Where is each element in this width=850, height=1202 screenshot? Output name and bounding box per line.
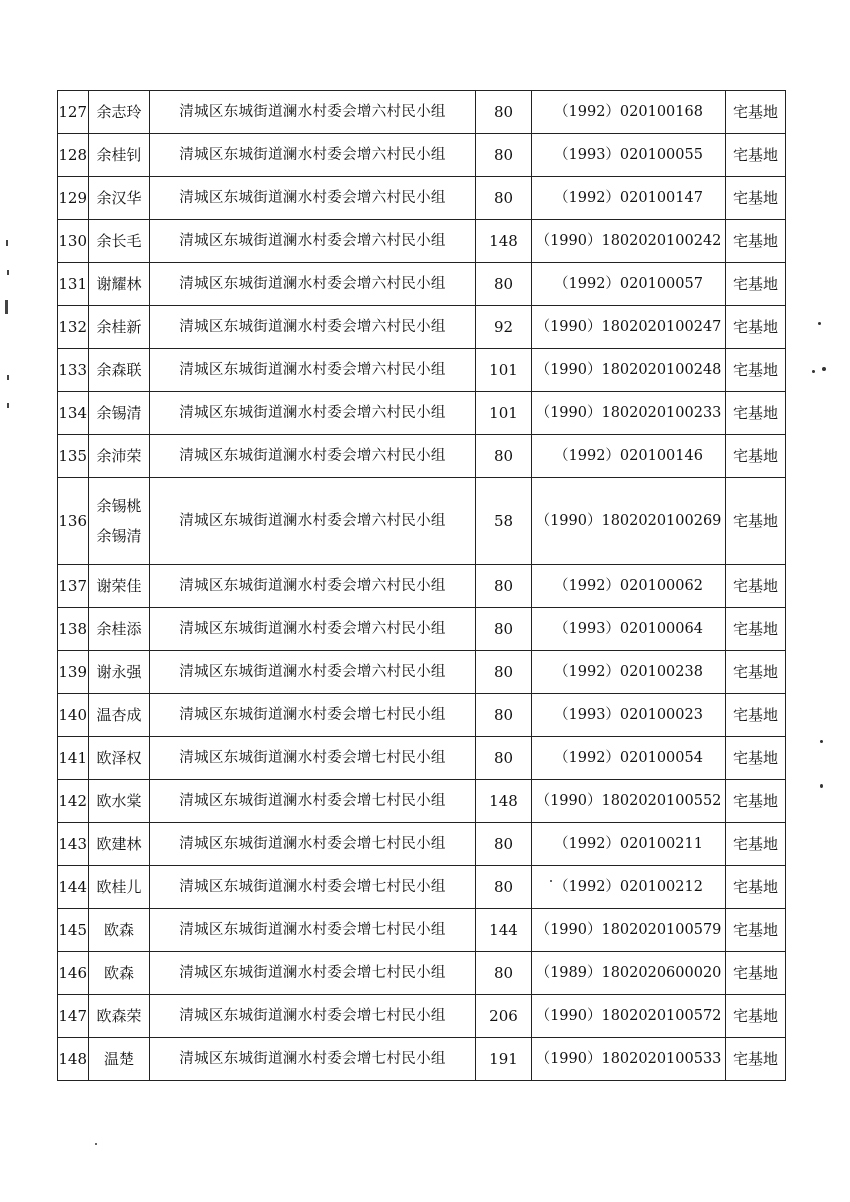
table-row (58, 91, 786, 134)
scan-speck (818, 322, 821, 325)
row-number-cell: 128 (58, 134, 89, 177)
land-location-cell: 清城区东城街道澜水村委会增六村民小组 (150, 306, 476, 349)
scan-speck (820, 784, 823, 788)
owner-name-cell: 余志玲 (89, 91, 150, 134)
certificate-number-cell: （1990）1802020100579 (532, 909, 726, 952)
land-location-cell: 清城区东城街道澜水村委会增六村民小组 (150, 435, 476, 478)
row-number-cell: 127 (58, 91, 89, 134)
area-cell: 144 (476, 909, 532, 952)
table-row (58, 737, 786, 780)
land-location-cell: 清城区东城街道澜水村委会增七村民小组 (150, 909, 476, 952)
area-cell: 80 (476, 952, 532, 995)
area-cell: 80 (476, 134, 532, 177)
owner-name-cell: 余锡清 (89, 392, 150, 435)
certificate-number-cell: （1990）1802020100248 (532, 349, 726, 392)
certificate-number-cell: （1990）1802020100572 (532, 995, 726, 1038)
table-row (58, 608, 786, 651)
land-use-cell: 宅基地 (726, 349, 786, 392)
land-use-cell: 宅基地 (726, 565, 786, 608)
land-use-cell: 宅基地 (726, 737, 786, 780)
certificate-number-cell: （1993）020100064 (532, 608, 726, 651)
table-body (58, 91, 786, 1081)
table-row (58, 565, 786, 608)
land-location-cell: 清城区东城街道澜水村委会增六村民小组 (150, 177, 476, 220)
scan-speck (820, 740, 823, 743)
land-location-cell: 清城区东城街道澜水村委会增六村民小组 (150, 478, 476, 565)
certificate-number-cell: （1990）1802020100552 (532, 780, 726, 823)
land-location-cell: 清城区东城街道澜水村委会增六村民小组 (150, 349, 476, 392)
table-row (58, 823, 786, 866)
scan-speck (812, 370, 815, 373)
land-location-cell: 清城区东城街道澜水村委会增七村民小组 (150, 823, 476, 866)
owner-name-cell: 温楚 (89, 1038, 150, 1081)
certificate-number-cell: （1990）1802020100242 (532, 220, 726, 263)
area-cell: 191 (476, 1038, 532, 1081)
row-number-cell: 132 (58, 306, 89, 349)
area-cell: 80 (476, 608, 532, 651)
land-location-cell: 清城区东城街道澜水村委会增七村民小组 (150, 952, 476, 995)
row-number-cell: 143 (58, 823, 89, 866)
area-cell: 92 (476, 306, 532, 349)
land-register-sheet (57, 90, 785, 1081)
row-number-cell: 139 (58, 651, 89, 694)
certificate-number-cell: （1992）020100211 (532, 823, 726, 866)
land-use-cell: 宅基地 (726, 823, 786, 866)
area-cell: 206 (476, 995, 532, 1038)
row-number-cell: 130 (58, 220, 89, 263)
row-number-cell: 135 (58, 435, 89, 478)
owner-name-cell: 余桂添 (89, 608, 150, 651)
area-cell: 80 (476, 263, 532, 306)
scan-mark-left (7, 270, 9, 275)
table-row (58, 651, 786, 694)
land-location-cell: 清城区东城街道澜水村委会增六村民小组 (150, 392, 476, 435)
land-location-cell: 清城区东城街道澜水村委会增六村民小组 (150, 220, 476, 263)
owner-name-cell: 余桂新 (89, 306, 150, 349)
table-row (58, 392, 786, 435)
owner-name-cell: 余森联 (89, 349, 150, 392)
land-use-cell: 宅基地 (726, 435, 786, 478)
area-cell: 101 (476, 392, 532, 435)
area-cell: 80 (476, 823, 532, 866)
row-number-cell: 147 (58, 995, 89, 1038)
certificate-number-cell: （1990）1802020100533 (532, 1038, 726, 1081)
owner-name-cell: 余沛荣 (89, 435, 150, 478)
area-cell: 80 (476, 177, 532, 220)
land-use-cell: 宅基地 (726, 134, 786, 177)
land-use-cell: 宅基地 (726, 1038, 786, 1081)
land-location-cell: 清城区东城街道澜水村委会增七村民小组 (150, 694, 476, 737)
land-location-cell: 清城区东城街道澜水村委会增七村民小组 (150, 737, 476, 780)
table-row (58, 220, 786, 263)
certificate-number-cell: （1990）1802020100247 (532, 306, 726, 349)
certificate-number-cell: （1992）020100062 (532, 565, 726, 608)
area-cell: 80 (476, 694, 532, 737)
owner-name-cell: 欧森 (89, 909, 150, 952)
owner-name-cell: 欧森荣 (89, 995, 150, 1038)
area-cell: 80 (476, 737, 532, 780)
certificate-number-cell: （1992）020100168 (532, 91, 726, 134)
owner-name-second: 余锡清 (96, 527, 142, 545)
area-cell: 148 (476, 780, 532, 823)
row-number-cell: 141 (58, 737, 89, 780)
certificate-number-cell: （1989）1802020600020 (532, 952, 726, 995)
land-location-cell: 清城区东城街道澜水村委会增六村民小组 (150, 91, 476, 134)
land-use-cell: 宅基地 (726, 608, 786, 651)
row-number-cell: 137 (58, 565, 89, 608)
owner-name: 余锡桃 (96, 497, 142, 515)
table-row (58, 349, 786, 392)
land-location-cell: 清城区东城街道澜水村委会增六村民小组 (150, 651, 476, 694)
scan-mark-left (6, 240, 8, 246)
table-row (58, 177, 786, 220)
owner-name-cell: 余长毛 (89, 220, 150, 263)
land-location-cell: 清城区东城街道澜水村委会增七村民小组 (150, 995, 476, 1038)
land-use-cell: 宅基地 (726, 995, 786, 1038)
land-use-cell: 宅基地 (726, 780, 786, 823)
scan-mark-left (7, 403, 9, 408)
land-use-cell: 宅基地 (726, 651, 786, 694)
owner-name-cell: 欧水棠 (89, 780, 150, 823)
land-use-cell: 宅基地 (726, 694, 786, 737)
table-row (58, 134, 786, 177)
certificate-number-cell: （1992）020100238 (532, 651, 726, 694)
row-number-cell: 140 (58, 694, 89, 737)
land-use-cell: 宅基地 (726, 220, 786, 263)
certificate-number-cell: （1993）020100023 (532, 694, 726, 737)
row-number-cell: 142 (58, 780, 89, 823)
certificate-number-cell: （1992）020100057 (532, 263, 726, 306)
area-cell: 80 (476, 565, 532, 608)
owner-name-cell: 欧建林 (89, 823, 150, 866)
row-number-cell: 136 (58, 478, 89, 565)
table-row (58, 780, 786, 823)
owner-name-cell: 余汉华 (89, 177, 150, 220)
owner-name-cell (89, 478, 150, 565)
table-row (58, 478, 786, 565)
owner-name-cell: 谢荣佳 (89, 565, 150, 608)
certificate-number-cell: （1993）020100055 (532, 134, 726, 177)
table-row (58, 263, 786, 306)
table-row (58, 866, 786, 909)
scan-speck (95, 1143, 97, 1145)
scan-mark-left (5, 300, 8, 314)
area-cell: 80 (476, 91, 532, 134)
certificate-number-cell: （1990）1802020100233 (532, 392, 726, 435)
table-row (58, 909, 786, 952)
owner-name-cell: 谢永强 (89, 651, 150, 694)
land-use-cell: 宅基地 (726, 263, 786, 306)
land-use-cell: 宅基地 (726, 177, 786, 220)
area-cell: 80 (476, 651, 532, 694)
owner-name-cell: 谢耀林 (89, 263, 150, 306)
land-use-cell: 宅基地 (726, 306, 786, 349)
table-row (58, 435, 786, 478)
land-use-cell: 宅基地 (726, 478, 786, 565)
land-location-cell: 清城区东城街道澜水村委会增六村民小组 (150, 263, 476, 306)
land-use-cell: 宅基地 (726, 91, 786, 134)
area-cell: 80 (476, 435, 532, 478)
homestead-register-table (57, 90, 786, 1081)
area-cell: 101 (476, 349, 532, 392)
certificate-number-cell: （1992）020100054 (532, 737, 726, 780)
land-location-cell: 清城区东城街道澜水村委会增七村民小组 (150, 1038, 476, 1081)
row-number-cell: 145 (58, 909, 89, 952)
row-number-cell: 131 (58, 263, 89, 306)
owner-name-cell: 余桂钊 (89, 134, 150, 177)
land-location-cell: 清城区东城街道澜水村委会增六村民小组 (150, 565, 476, 608)
land-use-cell: 宅基地 (726, 392, 786, 435)
owner-name-cell: 欧桂儿 (89, 866, 150, 909)
table-row (58, 952, 786, 995)
row-number-cell: 134 (58, 392, 89, 435)
row-number-cell: 144 (58, 866, 89, 909)
owner-name-cell: 欧泽权 (89, 737, 150, 780)
scan-mark-left (7, 375, 9, 380)
row-number-cell: 129 (58, 177, 89, 220)
land-use-cell: 宅基地 (726, 866, 786, 909)
land-location-cell: 清城区东城街道澜水村委会增七村民小组 (150, 780, 476, 823)
land-location-cell: 清城区东城街道澜水村委会增六村民小组 (150, 608, 476, 651)
land-use-cell: 宅基地 (726, 909, 786, 952)
row-number-cell: 133 (58, 349, 89, 392)
land-use-cell: 宅基地 (726, 952, 786, 995)
area-cell: 148 (476, 220, 532, 263)
row-number-cell: 148 (58, 1038, 89, 1081)
certificate-number-cell: （1992）020100212 (532, 866, 726, 909)
land-location-cell: 清城区东城街道澜水村委会增七村民小组 (150, 866, 476, 909)
row-number-cell: 146 (58, 952, 89, 995)
area-cell: 80 (476, 866, 532, 909)
table-row (58, 995, 786, 1038)
table-row (58, 694, 786, 737)
certificate-number-cell: （1992）020100146 (532, 435, 726, 478)
table-row (58, 1038, 786, 1081)
scan-speck (822, 367, 826, 371)
owner-name-cell: 欧森 (89, 952, 150, 995)
row-number-cell: 138 (58, 608, 89, 651)
certificate-number-cell: （1990）1802020100269 (532, 478, 726, 565)
table-row (58, 306, 786, 349)
owner-name-cell: 温杏成 (89, 694, 150, 737)
land-location-cell: 清城区东城街道澜水村委会增六村民小组 (150, 134, 476, 177)
certificate-number-cell: （1992）020100147 (532, 177, 726, 220)
area-cell: 58 (476, 478, 532, 565)
